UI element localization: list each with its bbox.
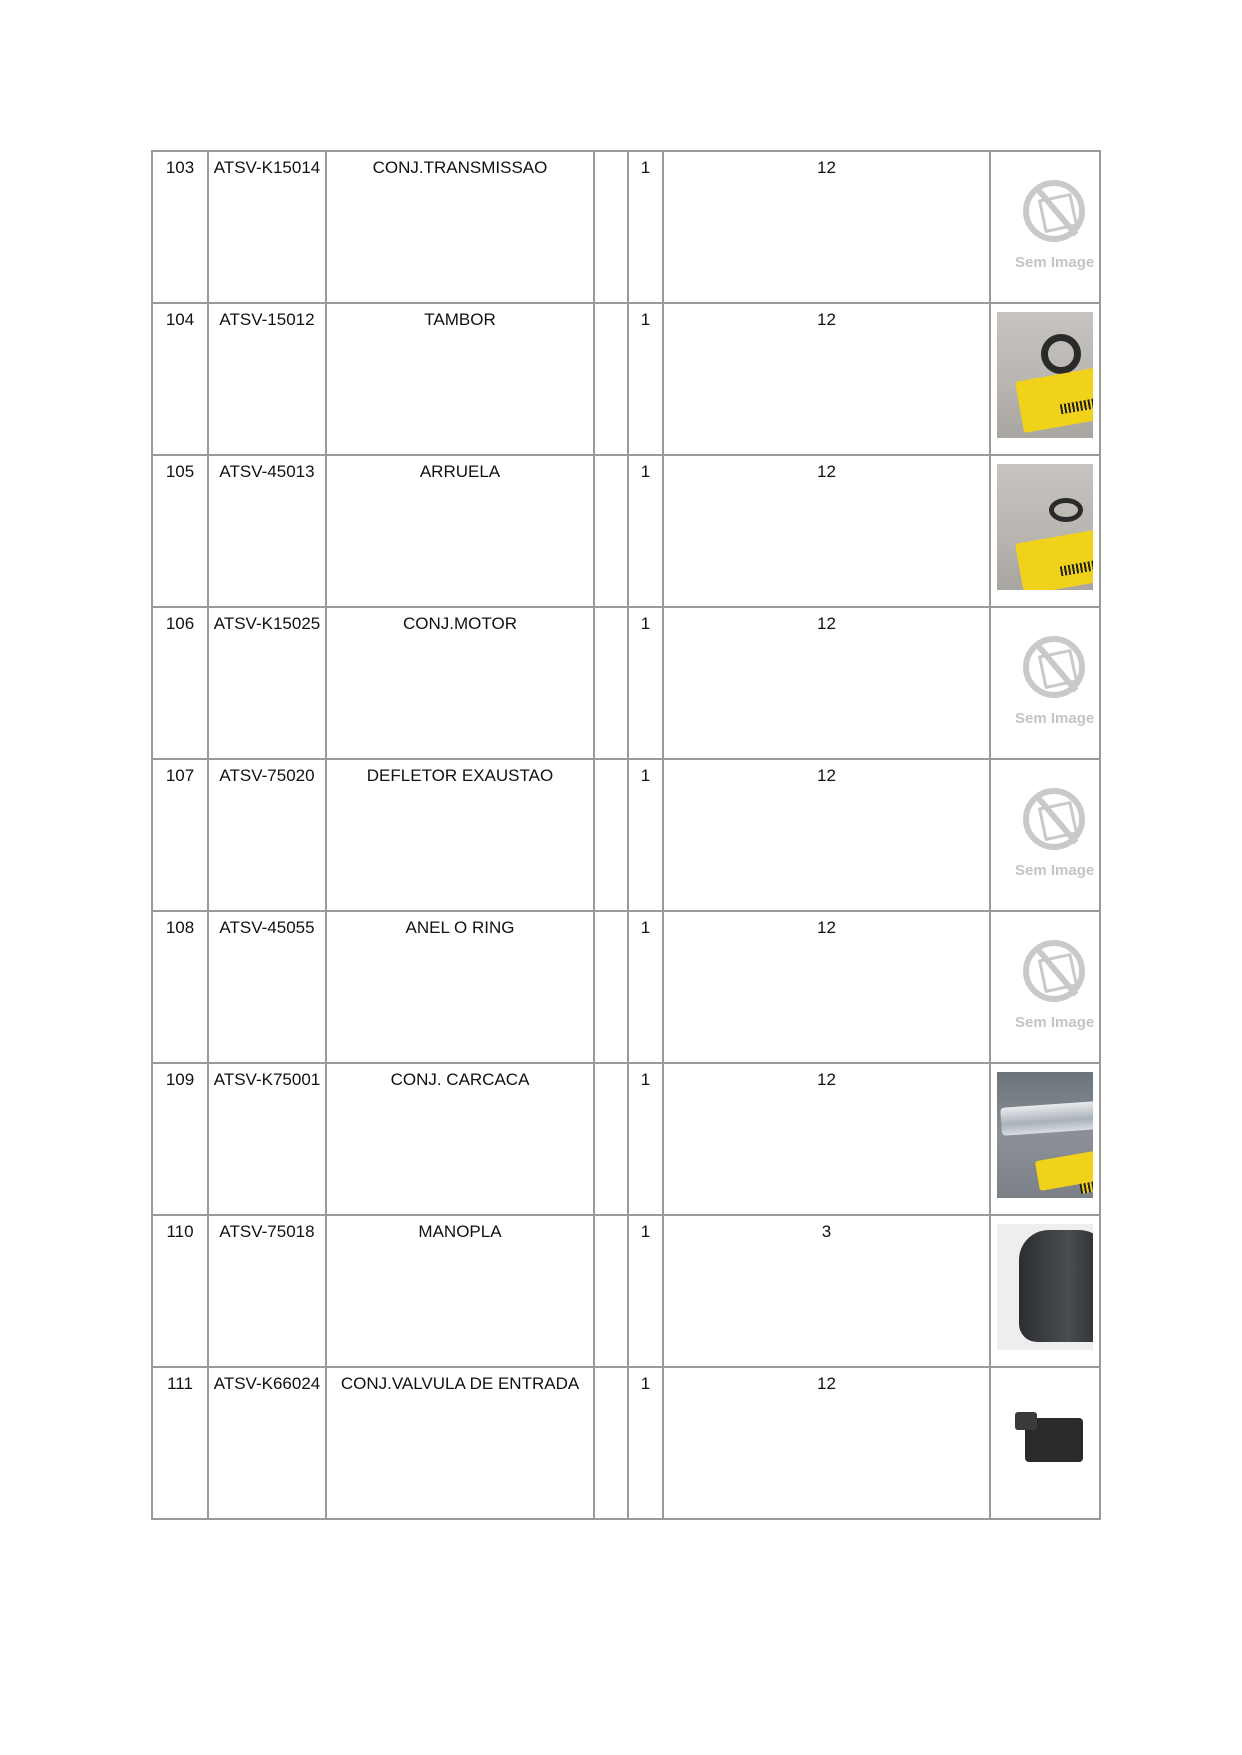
no-image-placeholder	[997, 616, 1093, 742]
label-bag	[1015, 367, 1093, 433]
no-image-placeholder	[997, 768, 1093, 894]
blank-cell	[594, 1215, 628, 1367]
item-number: 106	[152, 607, 208, 759]
part-description: CONJ.TRANSMISSAO	[326, 151, 594, 303]
part-description: CONJ. CARCACA	[326, 1063, 594, 1215]
part-code: ATSV-75020	[208, 759, 326, 911]
item-number: 111	[152, 1367, 208, 1519]
part-description: TAMBOR	[326, 303, 594, 455]
part-photo	[997, 1072, 1093, 1198]
table-row	[152, 1367, 1100, 1519]
drum-part	[1041, 334, 1081, 374]
quantity: 12	[663, 759, 990, 911]
table-row	[152, 151, 1100, 303]
table-row	[152, 607, 1100, 759]
blank-cell	[594, 1063, 628, 1215]
quantity: 12	[663, 1063, 990, 1215]
part-image-cell	[990, 303, 1100, 455]
unit-qty: 1	[628, 1063, 663, 1215]
part-description: CONJ.VALVULA DE ENTRADA	[326, 1367, 594, 1519]
part-image-cell	[990, 607, 1100, 759]
item-number: 104	[152, 303, 208, 455]
part-photo	[997, 1224, 1093, 1350]
table-row	[152, 1063, 1100, 1215]
item-number: 103	[152, 151, 208, 303]
unit-qty: 1	[628, 911, 663, 1063]
quantity: 12	[663, 151, 990, 303]
part-description: MANOPLA	[326, 1215, 594, 1367]
item-number: 105	[152, 455, 208, 607]
item-number: 109	[152, 1063, 208, 1215]
unit-qty: 1	[628, 1367, 663, 1519]
part-code: ATSV-45013	[208, 455, 326, 607]
quantity: 12	[663, 607, 990, 759]
item-number: 107	[152, 759, 208, 911]
table-row	[152, 911, 1100, 1063]
part-image-cell	[990, 455, 1100, 607]
item-number: 108	[152, 911, 208, 1063]
unit-qty: 1	[628, 303, 663, 455]
part-description: ANEL O RING	[326, 911, 594, 1063]
washer-part	[1049, 498, 1083, 522]
table-row	[152, 1215, 1100, 1367]
part-code: ATSV-75018	[208, 1215, 326, 1367]
blank-cell	[594, 1367, 628, 1519]
valve-part	[1025, 1418, 1083, 1462]
label-bag	[1035, 1151, 1093, 1191]
no-image-caption: Sem Image	[1015, 1014, 1095, 1031]
quantity: 12	[663, 1367, 990, 1519]
part-description: ARRUELA	[326, 455, 594, 607]
part-photo	[997, 312, 1093, 438]
table-row	[152, 303, 1100, 455]
part-image-cell	[990, 151, 1100, 303]
table-row	[152, 759, 1100, 911]
part-image-cell	[990, 759, 1100, 911]
no-image-placeholder	[997, 160, 1093, 286]
unit-qty: 1	[628, 151, 663, 303]
table-row	[152, 455, 1100, 607]
part-photo	[997, 464, 1093, 590]
unit-qty: 1	[628, 455, 663, 607]
no-image-icon	[1023, 180, 1085, 242]
no-image-caption: Sem Image	[1015, 710, 1095, 727]
part-code: ATSV-45055	[208, 911, 326, 1063]
part-code: ATSV-K75001	[208, 1063, 326, 1215]
unit-qty: 1	[628, 1215, 663, 1367]
blank-cell	[594, 455, 628, 607]
quantity: 12	[663, 911, 990, 1063]
part-code: ATSV-K15014	[208, 151, 326, 303]
unit-qty: 1	[628, 759, 663, 911]
blank-cell	[594, 911, 628, 1063]
quantity: 12	[663, 303, 990, 455]
quantity: 12	[663, 455, 990, 607]
no-image-icon	[1023, 636, 1085, 698]
part-code: ATSV-15012	[208, 303, 326, 455]
part-code: ATSV-K15025	[208, 607, 326, 759]
part-description: DEFLETOR EXAUSTAO	[326, 759, 594, 911]
unit-qty: 1	[628, 607, 663, 759]
part-image-cell	[990, 1063, 1100, 1215]
part-image-cell	[990, 1367, 1100, 1519]
label-bag	[1015, 529, 1093, 590]
part-image-cell	[990, 911, 1100, 1063]
no-image-placeholder	[997, 920, 1093, 1046]
handle-part	[1019, 1230, 1093, 1342]
part-image-cell	[990, 1215, 1100, 1367]
blank-cell	[594, 151, 628, 303]
quantity: 3	[663, 1215, 990, 1367]
no-image-icon	[1023, 788, 1085, 850]
housing-part	[1000, 1100, 1093, 1136]
no-image-caption: Sem Image	[1015, 862, 1095, 879]
part-photo	[997, 1376, 1093, 1502]
no-image-icon	[1023, 940, 1085, 1002]
blank-cell	[594, 607, 628, 759]
parts-table	[151, 150, 1101, 1520]
part-code: ATSV-K66024	[208, 1367, 326, 1519]
blank-cell	[594, 303, 628, 455]
blank-cell	[594, 759, 628, 911]
no-image-caption: Sem Image	[1015, 254, 1095, 271]
item-number: 110	[152, 1215, 208, 1367]
part-description: CONJ.MOTOR	[326, 607, 594, 759]
